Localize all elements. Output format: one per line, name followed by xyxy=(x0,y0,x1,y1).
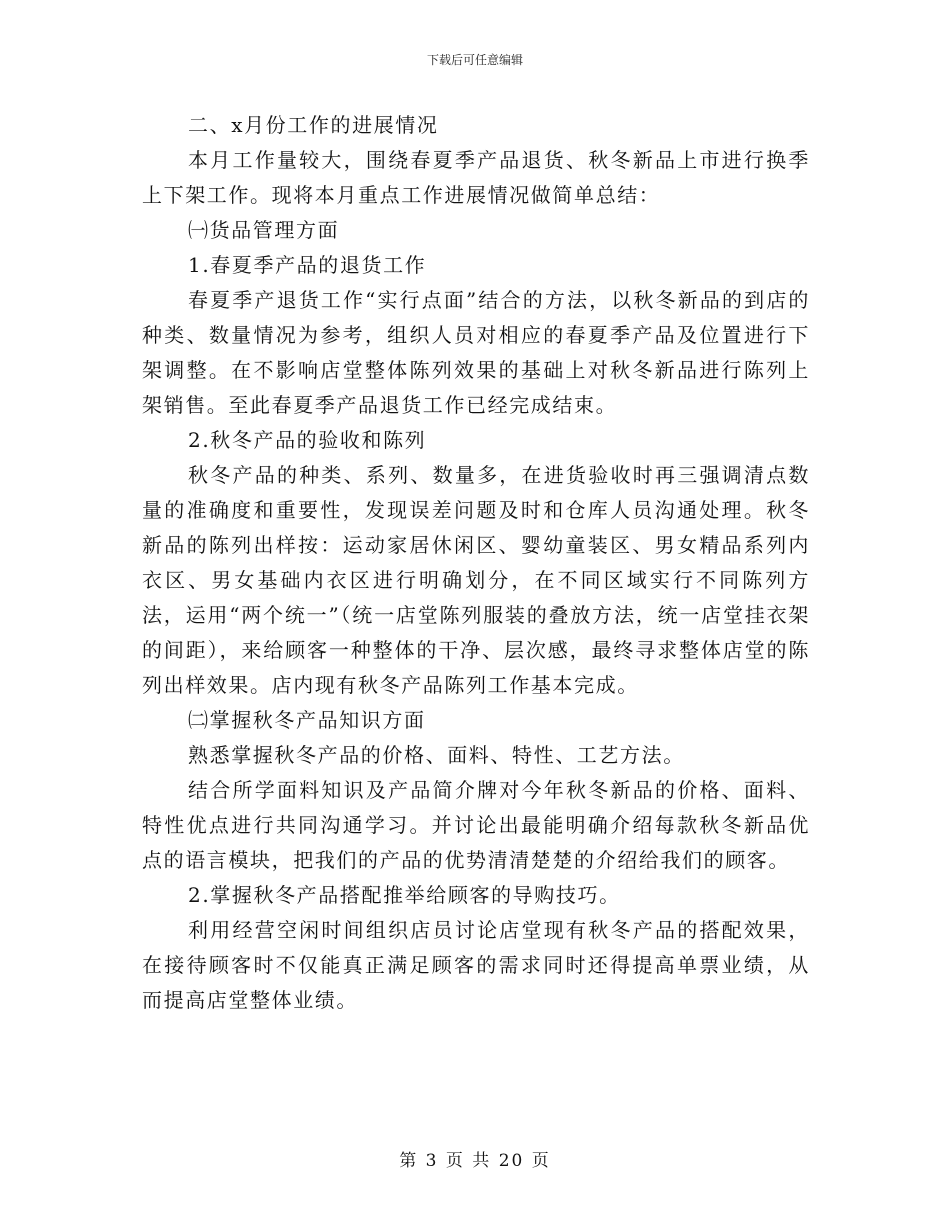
paragraph: 春夏季产退货工作“实行点面”结合的方法，以秋冬新品的到店的种类、数量情况为参考，组织人员对相应的春夏季产品及位置进行下架调整。在不影响店堂整体陈列效果的基础上对秋冬新品进行陈列上架销售。至此春夏季产品退货工作已经完成结束。 xyxy=(142,288,810,417)
subsection-heading: ㈠货品管理方面 xyxy=(188,218,340,242)
item-heading: 2.掌握秋冬产品搭配推举给顾客的导购技巧。 xyxy=(188,883,621,907)
paragraph: 熟悉掌握秋冬产品的价格、面料、特性、工艺方法。 xyxy=(188,743,685,767)
paragraph: 本月工作量较大，围绕春夏季产品退货、秋冬新品上市进行换季上下架工作。现将本月重点工作进展情况做简单总结： xyxy=(142,148,810,207)
section-heading: 二、x月份工作的进展情况 xyxy=(188,113,439,137)
paragraph: 结合所学面料知识及产品简介牌对今年秋冬新品的价格、面料、特性优点进行共同沟通学习。并讨论出最能明确介绍每款秋冬新品优点的语言模块，把我们的产品的优势清清楚楚的介绍给我们的顾客。 xyxy=(142,778,810,872)
paragraph: 利用经营空闲时间组织店员讨论店堂现有秋冬产品的搭配效果，在接待顾客时不仅能真正满足顾客的需求同时还得提高单票业绩，从而提高店堂整体业绩。 xyxy=(142,918,810,1012)
page-number: 第 3 页 共 20 页 xyxy=(399,1151,551,1171)
paragraph: 秋冬产品的种类、系列、数量多，在进货验收时再三强调清点数量的准确度和重要性，发现误差问题及时和仓库人员沟通处理。秋冬新品的陈列出样按：运动家居休闲区、婴幼童装区、男女精品系列内衣区、男女基础内衣区进行明确划分，在不同区域实行不同陈列方法，运用“两个统一”（统一店堂陈列服装的叠放方法，统一店堂挂衣架的间距），来给顾客一种整体的干净、层次感，最终寻求整体店堂的陈列出样效果。店内现有秋冬产品陈列工作基本完成。 xyxy=(142,463,810,697)
subsection-heading: ㈡掌握秋冬产品知识方面 xyxy=(188,708,426,732)
page-header: 下载后可任意编辑 xyxy=(426,53,523,67)
item-heading: 2.秋冬产品的验收和陈列 xyxy=(188,428,427,452)
document-body xyxy=(142,108,810,1018)
item-heading: 1.春夏季产品的退货工作 xyxy=(188,253,427,277)
